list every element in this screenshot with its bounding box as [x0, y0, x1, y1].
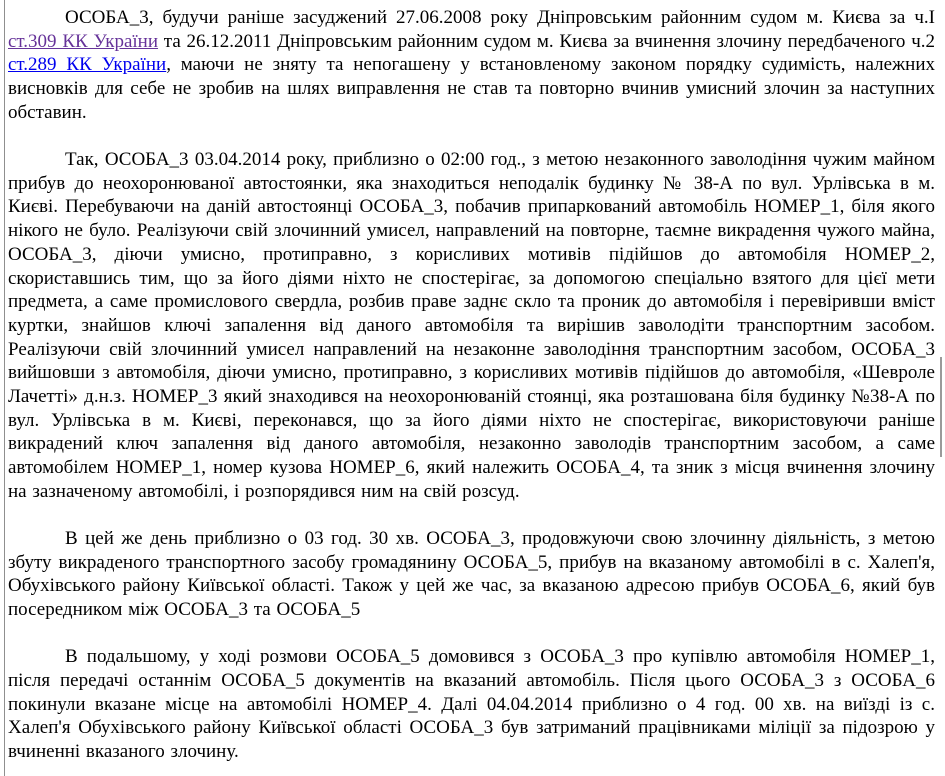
- text-run: та 26.12.2011 Дніпровським районним судом м. Києва за вчинення злочину передбаченого ч.2: [158, 30, 935, 52]
- text-run: В подальшому, у ході розмови ОСОБА_5 домовився з ОСОБА_3 про купівлю автомобіля НОМЕР_1, після передачі останнім ОСОБА_5 документів на вказаний автомобіль. Після цього ОСОБА_3 з ОСОБА_6 покинули вказане місце на автомобілі НОМЕР_4. Далі 04.04.2014 приблизно о 4 год. 00 хв. на виїзді із с. Халеп'я Обухівського району Київської області ОСОБА_3 був затриманий працівниками міліції за підозрою у вчиненні вказаного злочину.: [8, 646, 935, 763]
- document-body: [8, 6, 935, 776]
- text-run: В цей же день приблизно о 03 год. 30 хв. ОСОБА_3, продовжуючи свою злочинну діяльність, з метою збуту викраденого транспортного засобу громадянину ОСОБА_5, прибув на вказаному автомобілі в с. Халеп'я, Обухівського району Київської області. Також у цей же час, за вказаною адресою прибув ОСОБА_6, який був посередником між ОСОБА_3 та ОСОБА_5: [8, 528, 935, 621]
- paragraph: [8, 527, 935, 622]
- page-left-border: [4, 0, 5, 776]
- law-article-link[interactable]: ст.289 КК України: [8, 54, 167, 76]
- paragraph: [8, 6, 935, 125]
- paragraph: [8, 645, 935, 764]
- paragraph: [8, 148, 935, 504]
- text-run: Так, ОСОБА_3 03.04.2014 року, приблизно о 02:00 год., з метою незаконного заволодіння чужим майном прибув до неохоронюваної автостоянки, яка знаходиться неподалік будинку № 38-А по вул. Урлівська в м. Києві. Перебуваючи на даній автостоянці ОСОБА_3, побачив припаркований автомобіль НОМЕР_1, біля якого нікого не було. Реалізуючи свій злочинний умисел, направлений на повторне, таємне викрадення чужого майна, ОСОБА_3, діючи умисно, протиправно, з корисливих мотивів підійшов до автомобіля НОМЕР_2, скориставшись тим, що за його діями ніхто не спостерігає, за допомогою спеціально взятого для цієї мети предмета, а саме промислового свердла, розбив праве заднє скло та проник до автомобіля і перевіривши вміст куртки, знайшов ключі запалення від даного автомобіля та вирішив заволодіти транспортним засобом. Реалізуючи свій злочинний умисел направлений на незаконне заволодіння транспортним засобом, ОСОБА_3 вийшовши з автомобіля, діючи умисно, протиправно, з корисливих мотивів підійшов до автомобіля, «Шевроле Лачетті» д.н.з. НОМЕР_3 який знаходився на неохоронюваній стоянці, яка розташована біля будинку №38-А по вул. Урлівська в м. Києві, переконався, що за його діями ніхто не спостерігає, використовуючи раніше викрадений ключ запалення від даного автомобіля, незаконно заволодів транспортним засобом, а саме автомобілем НОМЕР_1, номер кузова НОМЕР_6, який належить ОСОБА_4, та зник з місця вчинення злочину на зазначеному автомобілі, і розпорядився ним на свій розсуд.: [8, 149, 935, 502]
- text-run: ОСОБА_3, будучи раніше засуджений 27.06.2008 року Дніпровським районним судом м. Києва за ч.І: [65, 7, 935, 28]
- text-run: , маючи не зняту та непогашену у встановленому законом порядку судимість, належних висновків для себе не зробив на шлях виправлення не став та повторно вчинив умисний злочин за наступних обставин.: [8, 54, 936, 123]
- scrollbar-thumb[interactable]: [940, 357, 942, 457]
- law-article-link[interactable]: ст.309 КК України: [8, 30, 159, 52]
